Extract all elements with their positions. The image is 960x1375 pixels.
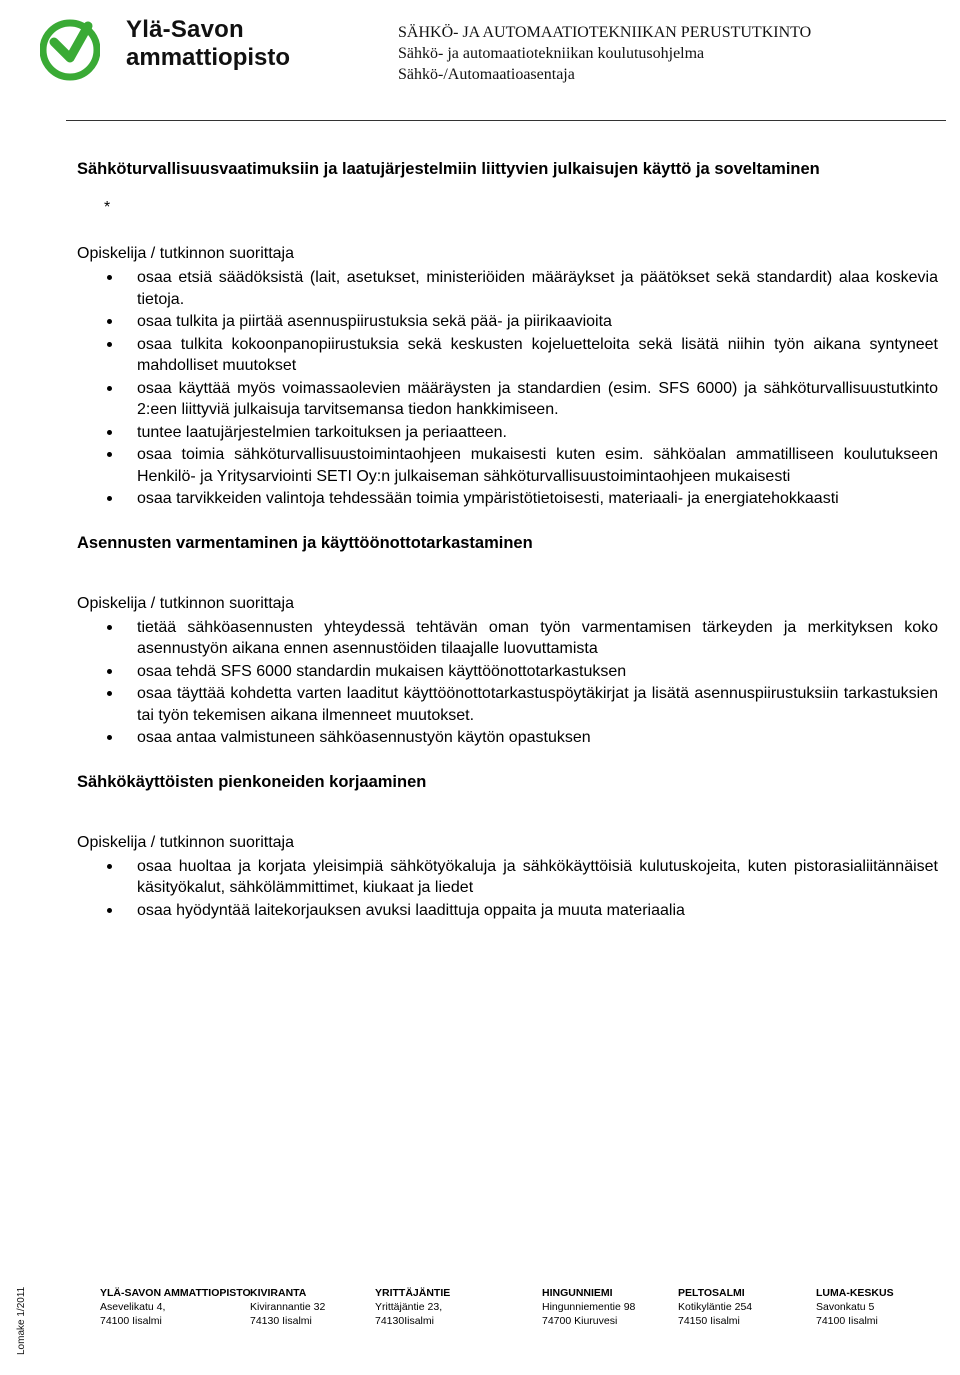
list-item: osaa tulkita ja piirtää asennuspiirustuksia sekä pää- ja piirikaavioita [137, 311, 938, 333]
list-item: osaa huoltaa ja korjata yleisimpiä sähkötyökaluja ja sähkökäyttöisiä kulutuskojeita, kuten pistorasialiitännäiset käsityökalut, sähkölämmittimet, kiukaat ja liedet [137, 856, 938, 899]
campus-city: 74130Iisalmi [375, 1315, 434, 1327]
bullet-list-1 [77, 267, 938, 510]
degree-title: SÄHKÖ- JA AUTOMAATIOTEKNIIKAN PERUSTUTKINTO [398, 24, 812, 41]
campus-street: Kivirannantie 32 [250, 1301, 326, 1313]
list-item: tietää sähköasennusten yhteydessä tehtävän oman työn varmentamisen tärkeyden ja merkityksen koko asennustyön aikana ennen asennustöiden tilaajalle luovuttamista [137, 617, 938, 660]
section-intro-3: Opiskelija / tutkinnon suorittaja [77, 833, 294, 851]
section-heading-1: Sähköturvallisuusvaatimuksiin ja laatujärjestelmiin liittyvien julkaisujen käyttö ja soveltaminen [77, 160, 820, 178]
list-item: osaa täyttää kohdetta varten laaditut käyttöönottotarkastuspöytäkirjat ja lisätä asennuspiirustuksiin tarkastuksien tai työn tekemisen aikana ilmenneet muutokset. [137, 683, 938, 726]
list-item: osaa antaa valmistuneen sähköasennustyön käytön opastuksen [137, 727, 938, 749]
list-item: osaa käyttää myös voimassaolevien määräysten ja standardien (esim. SFS 6000) ja sähköturvallisuustutkinto 2:een liittyviä julkaisuja tarvitsemansa tiedon hankkimiseen. [137, 378, 938, 421]
footer-column [678, 1286, 752, 1328]
footer-column [816, 1286, 894, 1328]
section-heading-3: Sähkökäyttöisten pienkoneiden korjaaminen [77, 772, 427, 791]
campus-street: Asevelikatu 4, [100, 1301, 166, 1313]
logo-name-line2: ammattiopisto [126, 44, 291, 71]
campus-name: YLÄ-SAVON AMMATTIOPISTO [100, 1287, 251, 1299]
document-header [398, 22, 811, 85]
campus-name: KIVIRANTA [250, 1287, 307, 1299]
list-item: tuntee laatujärjestelmien tarkoituksen ja periaatteen. [137, 422, 938, 444]
logo-emblem-icon [40, 12, 100, 82]
campus-city: 74150 Iisalmi [678, 1315, 740, 1327]
section-intro-1: Opiskelija / tutkinnon suorittaja [77, 245, 294, 262]
header-divider [66, 120, 946, 121]
logo-name-line1: Ylä-Savon [126, 16, 244, 43]
campus-city: 74700 Kiuruvesi [542, 1315, 618, 1327]
list-item: osaa etsiä säädöksistä (lait, asetukset, ministeriöiden määräykset ja päätökset sekä standardit) alaa koskevia tietoja. [137, 267, 938, 310]
campus-city: 74100 Iisalmi [100, 1315, 162, 1327]
list-item: osaa toimia sähköturvallisuustoimintaohjeen mukaisesti kuten esim. sähköalan ammatilliseen koulutukseen Henkilö- ja Yritysarviointi SETI Oy:n julkaiseman sähköturvallisuustoimintaohjeen mukaisesti [137, 444, 938, 487]
section-heading-2: Asennusten varmentaminen ja käyttöönottotarkastaminen [77, 533, 533, 552]
campus-name: PELTOSALMI [678, 1287, 745, 1299]
campus-city: 74130 Iisalmi [250, 1315, 312, 1327]
footer-column [542, 1286, 635, 1328]
form-code: Lomake 1/2011 [16, 1286, 27, 1355]
campus-street: Yrittäjäntie 23, [375, 1301, 443, 1313]
footer-addresses [100, 1286, 940, 1336]
list-item: osaa hyödyntää laitekorjauksen avuksi laadittuja oppaita ja muuta materiaalia [137, 900, 938, 922]
campus-street: Savonkatu 5 [816, 1301, 875, 1313]
footnote-marker: * [104, 199, 111, 216]
footer-column [250, 1286, 325, 1328]
list-item: osaa tehdä SFS 6000 standardin mukaisen käyttöönottotarkastuksen [137, 661, 938, 683]
bullet-list-3 [77, 856, 938, 922]
campus-city: 74100 Iisalmi [816, 1315, 878, 1327]
list-item: osaa tarvikkeiden valintoja tehdessään toimia ympäristötietoisesti, materiaali- ja energiatehokkaasti [137, 488, 938, 510]
footer-column [375, 1286, 450, 1328]
campus-name: LUMA-KESKUS [816, 1287, 894, 1299]
track-name: Sähkö-/Automaatioasentaja [398, 66, 575, 83]
school-logo [40, 12, 310, 82]
program-name: Sähkö- ja automaatiotekniikan koulutusohjelma [398, 45, 705, 62]
campus-street: Kotikyläntie 254 [678, 1301, 753, 1313]
section-intro-2: Opiskelija / tutkinnon suorittaja [77, 594, 294, 612]
list-item: osaa tulkita kokoonpanopiirustuksia sekä keskusten kojeluetteloita sekä lisätä niihin työn aikana syntyneet mahdolliset muutokset [137, 334, 938, 377]
footer-column [100, 1286, 251, 1328]
campus-name: YRITTÄJÄNTIE [375, 1287, 451, 1299]
bullet-list-2 [77, 617, 938, 749]
document-body [77, 160, 938, 922]
campus-street: Hingunniementie 98 [542, 1301, 636, 1313]
campus-name: HINGUNNIEMI [542, 1287, 613, 1299]
